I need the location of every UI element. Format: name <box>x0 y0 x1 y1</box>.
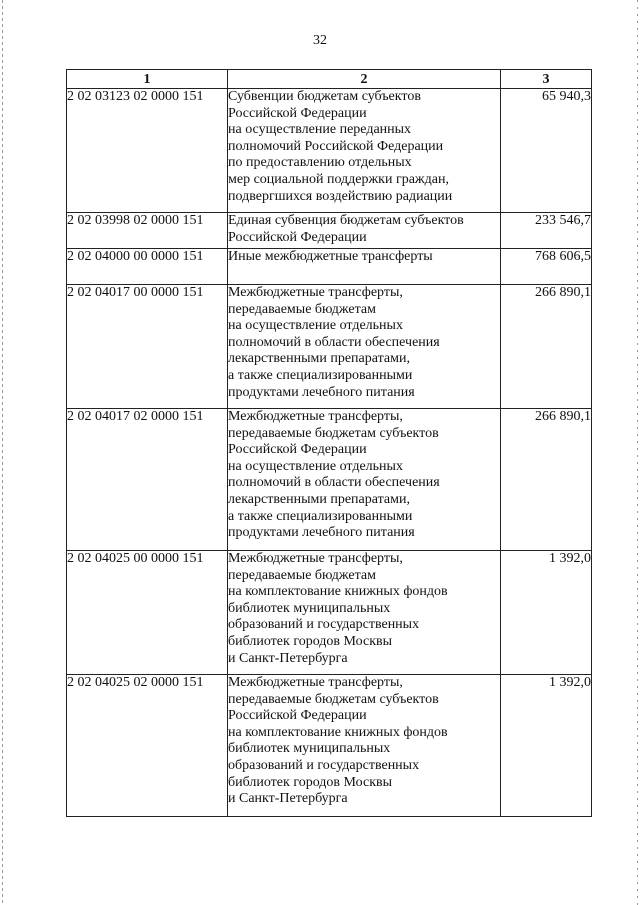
row-name-cell <box>228 285 501 409</box>
table-row <box>67 285 592 409</box>
row-name-line: Субвенции бюджетам субъектов <box>228 89 421 104</box>
row-amount-cell: 266 890,1 <box>501 409 592 551</box>
row-amount-cell: 65 940,3 <box>501 89 592 213</box>
row-name-cell <box>228 249 501 285</box>
row-name-line: Российской Федерации <box>228 442 367 458</box>
row-code-cell: 2 02 03123 02 0000 151 <box>67 89 228 213</box>
row-name-line: передаваемые бюджетам субъектов <box>228 691 439 707</box>
row-amount-cell: 768 606,5 <box>501 249 592 285</box>
row-name-line: Единая субвенция бюджетам субъектов <box>228 213 464 228</box>
row-amount-cell: 1 392,0 <box>501 551 592 675</box>
row-name-line: Российской Федерации <box>228 105 367 121</box>
row-name-line: Межбюджетные трансферты, <box>228 551 403 566</box>
row-name-cell <box>228 675 501 817</box>
row-name-line: на осуществление отдельных <box>228 318 403 334</box>
row-name-line: подвергшихся воздействию радиации <box>228 188 453 204</box>
column-header-code: 1 <box>67 70 228 89</box>
row-name-line: Межбюджетные трансферты, <box>228 675 403 690</box>
column-header-name: 2 <box>228 70 501 89</box>
row-code-cell: 2 02 04017 02 0000 151 <box>67 409 228 551</box>
row-name-cell <box>228 409 501 551</box>
row-name-line: передаваемые бюджетам <box>228 301 376 317</box>
row-name-line: Межбюджетные трансферты, <box>228 409 403 424</box>
row-name-line: библиотек муниципальных <box>228 741 391 757</box>
row-name-line: продуктами лечебного питания <box>228 384 415 400</box>
table-row <box>67 249 592 285</box>
scan-edge-right <box>637 0 638 905</box>
row-name-line: полномочий в области обеспечения <box>228 334 440 350</box>
row-amount-cell: 1 392,0 <box>501 675 592 817</box>
row-name-line: продуктами лечебного питания <box>228 525 415 541</box>
row-name-line: на комплектование книжных фондов <box>228 724 448 740</box>
column-header-amount: 3 <box>501 70 592 89</box>
row-name-line: библиотек городов Москвы <box>228 633 393 649</box>
row-name-line: Российской Федерации <box>228 229 367 245</box>
row-name-line: образований и государственных <box>228 757 420 773</box>
row-code-cell: 2 02 04025 02 0000 151 <box>67 675 228 817</box>
page-number: 32 <box>313 33 327 48</box>
row-name-line: и Санкт-Петербурга <box>228 791 348 807</box>
row-name-line: образований и государственных <box>228 617 420 633</box>
row-name-cell <box>228 551 501 675</box>
row-name-line: полномочий Российской Федерации <box>228 138 444 154</box>
row-name-line: на осуществление отдельных <box>228 458 403 474</box>
row-amount-cell: 233 546,7 <box>501 213 592 249</box>
row-code-cell: 2 02 03998 02 0000 151 <box>67 213 228 249</box>
table-body <box>67 89 592 817</box>
table-row <box>67 89 592 213</box>
row-name-line: на комплектование книжных фондов <box>228 584 448 600</box>
row-code-cell: 2 02 04025 00 0000 151 <box>67 551 228 675</box>
row-name-line: и Санкт-Петербурга <box>228 650 348 666</box>
table-row <box>67 551 592 675</box>
table-row <box>67 213 592 249</box>
row-name-line: лекарственными препаратами, <box>228 491 410 507</box>
row-name-line: а также специализированными <box>228 508 413 524</box>
row-name-line: Иные межбюджетные трансферты <box>228 249 433 264</box>
row-amount-cell: 266 890,1 <box>501 285 592 409</box>
scan-edge-left <box>2 0 3 905</box>
row-name-line: по предоставлению отдельных <box>228 155 412 171</box>
row-name-line: на осуществление переданных <box>228 122 412 138</box>
row-name-line: мер социальной поддержки граждан, <box>228 171 449 187</box>
row-name-line: а также специализированными <box>228 367 413 383</box>
row-code-cell: 2 02 04017 00 0000 151 <box>67 285 228 409</box>
row-name-line: передаваемые бюджетам субъектов <box>228 425 439 441</box>
row-name-line: библиотек городов Москвы <box>228 774 393 790</box>
table-row <box>67 409 592 551</box>
row-name-line: библиотек муниципальных <box>228 600 391 616</box>
row-name-line: лекарственными препаратами, <box>228 351 410 367</box>
budget-table <box>66 69 592 817</box>
row-name-cell <box>228 213 501 249</box>
row-name-line: Российской Федерации <box>228 708 367 724</box>
row-name-line: полномочий в области обеспечения <box>228 475 440 491</box>
table-header-row <box>67 70 592 89</box>
row-code-cell: 2 02 04000 00 0000 151 <box>67 249 228 285</box>
row-name-line: Межбюджетные трансферты, <box>228 285 403 300</box>
row-name-cell <box>228 89 501 213</box>
table-row <box>67 675 592 817</box>
row-name-line: передаваемые бюджетам <box>228 567 376 583</box>
